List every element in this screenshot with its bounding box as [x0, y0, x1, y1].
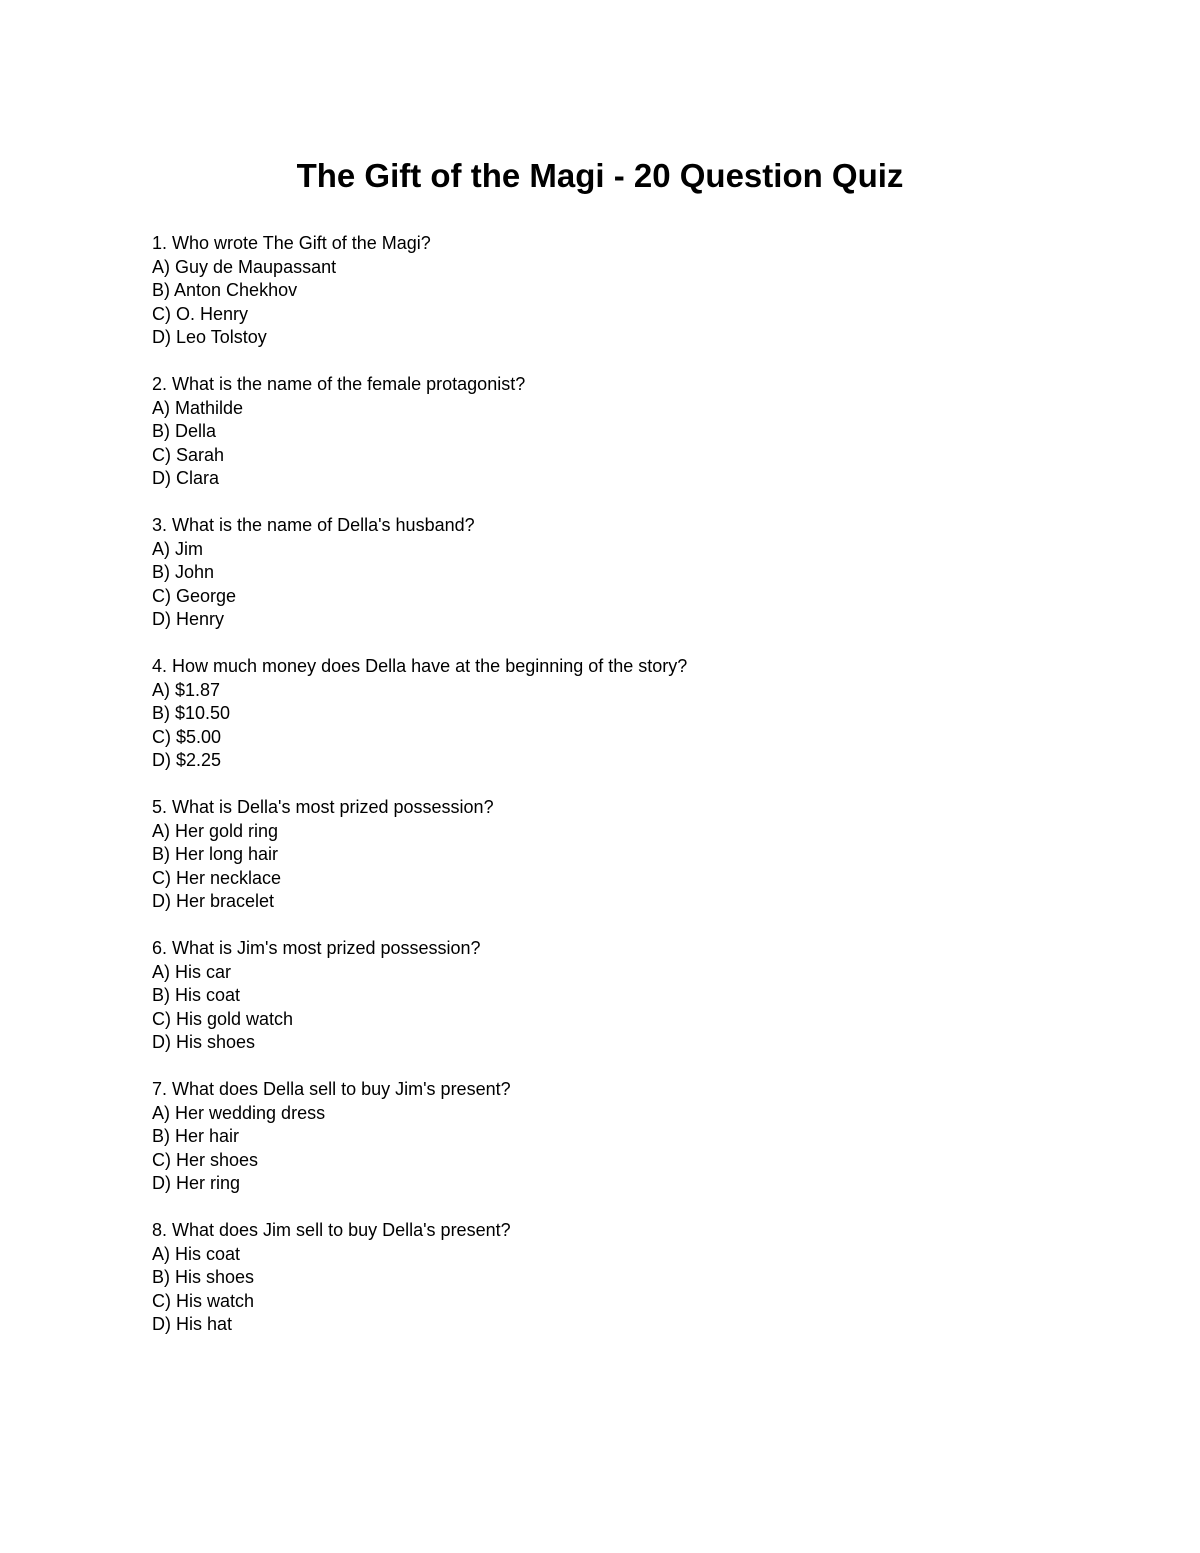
- answer-option-a: A) Mathilde: [152, 397, 244, 418]
- question-text: 3. What is the name of Della's husband?: [152, 515, 475, 535]
- question-7: [152, 1078, 1052, 1196]
- answer-option-b: B) Her long hair: [152, 844, 279, 864]
- answer-option-c: C) $5.00: [152, 726, 222, 747]
- question-2: [152, 373, 1052, 491]
- answer-option-a: A) His coat: [152, 1243, 241, 1264]
- answer-option-b: B) Her hair: [152, 1126, 240, 1146]
- answer-option-c: C) George: [152, 585, 237, 606]
- answer-option-a: A) Jim: [152, 538, 203, 559]
- answer-option-c: C) His watch: [152, 1290, 255, 1311]
- quiz-list: [152, 232, 1052, 1360]
- answer-option-d: D) Clara: [152, 468, 220, 488]
- answer-option-d: D) Her ring: [152, 1173, 241, 1193]
- question-text: 1. Who wrote The Gift of the Magi?: [152, 233, 431, 253]
- answer-option-d: D) His hat: [152, 1314, 233, 1334]
- answer-option-d: D) Leo Tolstoy: [152, 327, 267, 347]
- question-text: 2. What is the name of the female protagonist?: [152, 374, 526, 394]
- question-6: [152, 937, 1052, 1055]
- answer-option-a: A) Her gold ring: [152, 820, 279, 841]
- question-text: 4. How much money does Della have at the beginning of the story?: [152, 656, 688, 676]
- question-4: [152, 655, 1052, 773]
- question-text: 7. What does Della sell to buy Jim's present?: [152, 1079, 511, 1099]
- answer-option-b: B) Della: [152, 421, 217, 441]
- page-title: The Gift of the Magi - 20 Question Quiz: [296, 157, 904, 194]
- question-text: 5. What is Della's most prized possession?: [152, 797, 494, 817]
- answer-option-b: B) His shoes: [152, 1267, 255, 1287]
- answer-option-c: C) O. Henry: [152, 303, 249, 324]
- answer-option-a: A) His car: [152, 961, 232, 982]
- answer-option-d: D) Her bracelet: [152, 891, 275, 911]
- answer-option-b: B) His coat: [152, 985, 241, 1005]
- answer-option-d: D) His shoes: [152, 1032, 256, 1052]
- answer-option-b: B) $10.50: [152, 703, 231, 723]
- answer-option-c: C) Her shoes: [152, 1149, 259, 1170]
- answer-option-c: C) His gold watch: [152, 1008, 294, 1029]
- question-3: [152, 514, 1052, 632]
- answer-option-a: A) $1.87: [152, 679, 221, 700]
- answer-option-a: A) Guy de Maupassant: [152, 256, 337, 277]
- question-text: 8. What does Jim sell to buy Della's present?: [152, 1220, 511, 1240]
- question-5: [152, 796, 1052, 914]
- answer-option-b: B) Anton Chekhov: [152, 280, 298, 300]
- answer-option-c: C) Sarah: [152, 444, 225, 465]
- answer-option-b: B) John: [152, 562, 215, 582]
- answer-option-d: D) $2.25: [152, 750, 222, 770]
- answer-option-c: C) Her necklace: [152, 867, 282, 888]
- question-text: 6. What is Jim's most prized possession?: [152, 938, 481, 958]
- answer-option-a: A) Her wedding dress: [152, 1102, 326, 1123]
- question-1: [152, 232, 1052, 350]
- question-8: [152, 1219, 1052, 1337]
- answer-option-d: D) Henry: [152, 609, 225, 629]
